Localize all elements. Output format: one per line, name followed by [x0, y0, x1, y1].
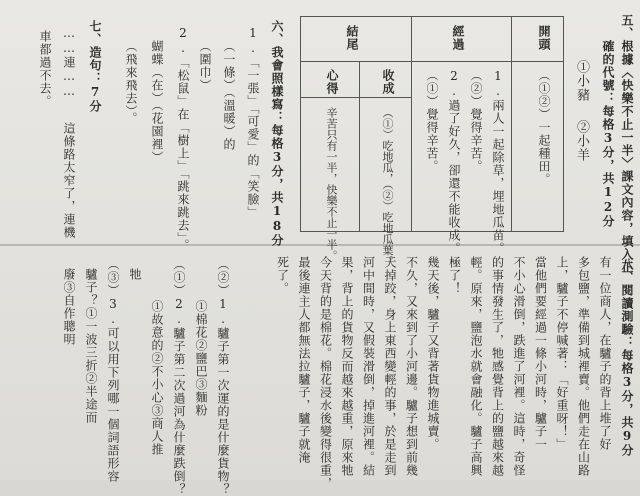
passage-line: 極了！ — [447, 256, 462, 295]
passage-line: 河中間時，又假裝滑倒，掉進河裡。結 — [361, 256, 376, 477]
middle-line-2: （②）覺得辛苦。 — [469, 69, 483, 173]
header-start: 開頭 — [537, 25, 551, 51]
sec8-title: 八、閱讀測驗：每格3分，共9分 — [620, 258, 634, 457]
passage-line: 的事情發生了，牠感覺背上的鹽越來越 — [490, 256, 505, 477]
passage-line: 不小心滑倒，跌進了河裡。這時，奇怪 — [512, 256, 526, 477]
sec8-q2-tail: 牠 — [128, 268, 142, 281]
end-harvest-label: 收成 — [381, 69, 395, 95]
sec8-q1: （②）1.驢子第一次運的是什麼貨物？ — [216, 258, 230, 496]
sec8-q1-options: ①棉花②鹽巴③麵粉 — [194, 300, 208, 417]
sec6-q1-answer-1: （一條）（溫暖）的 — [222, 40, 236, 151]
end-mood-answer: 辛苦只有一半，快樂不止一半。 — [325, 107, 338, 261]
sec6-title: 六、我會照樣寫：每格3分，共18分 — [270, 20, 284, 247]
passage-line: 死了。 — [275, 256, 290, 295]
sec8-q2-options: ①故意的②不小心③商人推 — [150, 300, 164, 456]
sec6-q2-answer-2: （飛來飛去）。 — [124, 40, 138, 125]
header-middle: 經過 — [451, 25, 465, 51]
sec7-answer-2: 車都過不去。 — [38, 30, 52, 108]
middle-line-1: 1.兩人一起除草，埋地瓜苗。 — [491, 69, 505, 255]
sec8-q2: （①）2.驢子第二次過河為什麼跌倒？ — [172, 258, 186, 496]
passage-line: 幾天後，驢子又背著貨物進城賣。 — [426, 256, 440, 451]
sec8-q3-tail: 驢子？①一波三折②半途而 — [84, 268, 98, 424]
header-end: 結尾 — [345, 25, 359, 51]
sec5-title: 五、根據〈快樂不止一半〉課文內容，填入正 — [620, 14, 634, 274]
middle-line-3: 2.過了好久，卻還不能收成。 — [447, 69, 461, 255]
sec5-option-sheep: ②小羊 — [574, 120, 589, 162]
passage-line: 天掉跤，身上東西變輕的事，於是走到 — [383, 256, 397, 477]
passage-line: 多包鹽，準備到城裡賣。他們走在山路 — [576, 256, 591, 477]
sec6-q1-answer-2: （圍巾） — [198, 40, 212, 92]
passage-line: 今天背的是棉花。棉花浸水後變得很重， — [318, 256, 333, 490]
passage-line: 當他們要經過一條小河時，驢子一 — [533, 256, 548, 451]
sec5-option-pig: ①小豬 — [574, 60, 589, 102]
sec7-title: 七、造句：7分 — [88, 20, 102, 113]
passage-line: 不久，又來到了小河邊。驢子想到前幾 — [404, 256, 419, 477]
sec7-prompt: ……連…… — [62, 26, 76, 99]
sec8-q3-tail-2: 廢③自作聰明 — [62, 268, 76, 346]
sec6-q1: 1.「一張」「可愛」的「笑臉」 — [246, 26, 260, 219]
passage-line: 有一位商人，在驢子的背上堆了好 — [598, 256, 612, 451]
sec8-q3: （③）3.可以用下列哪一個詞語形容 — [106, 258, 120, 483]
sec6-q2-answer-1: 蝴蝶（在）（花園裡） — [150, 40, 164, 164]
passage-line: 果，背上的貨物反而越來越重，原來牠 — [340, 256, 354, 477]
sec5-title-cont: 確的代號：每格3分，共12分 — [601, 40, 615, 228]
sec7-answer-1: 這條路太窄了，連機 — [62, 122, 76, 239]
passage-line: 最後連主人都無法拉驢子，驢子就淹 — [297, 256, 311, 464]
page-fold — [0, 244, 640, 246]
start-answer: （①②）一起種田。 — [537, 69, 551, 186]
story-table — [300, 16, 564, 267]
end-harvest-answer: （①）吃地瓜，（②）吃地瓜葉。 — [381, 107, 394, 267]
passage-line: 上，驢子不停喊著：「好重呀！」 — [555, 256, 569, 451]
end-mood-label: 心得 — [325, 69, 339, 95]
middle-line-4: （①）覺得辛苦。 — [425, 69, 439, 173]
passage-line: 輕。原來，鹽泡水就會融化。驢子高興 — [469, 256, 483, 477]
sec6-q2: 2.「松鼠」在「樹上」「跳來跳去」。 — [176, 26, 190, 252]
